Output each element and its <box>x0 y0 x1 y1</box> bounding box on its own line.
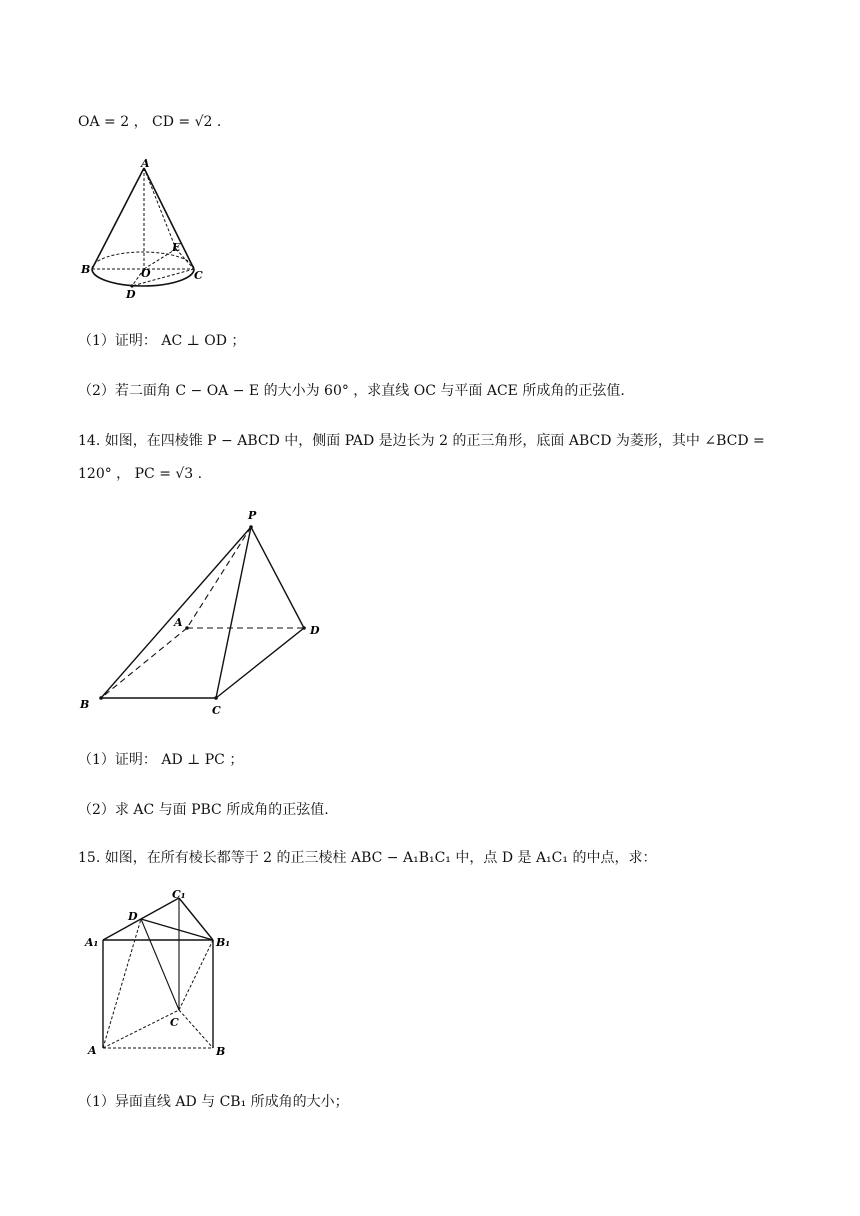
prism-figure <box>82 886 252 1066</box>
edge-DB1 <box>141 919 213 940</box>
p13-question-2: （2）若二面角 C − OA − E 的大小为 60° ，求直线 OC 与平面 ACE 所成角的正弦值. <box>78 383 625 399</box>
p14-statement-line1: 14. 如图，在四棱锥 P − ABCD 中，侧面 PAD 是边长为 2 的正三角形，底面 ABCD 为菱形，其中 ∠BCD = <box>78 433 765 449</box>
pyramid-figure <box>75 505 335 720</box>
point-C <box>214 696 218 700</box>
cone-side-right <box>144 168 194 269</box>
label-B: B <box>80 698 90 711</box>
point-D <box>302 626 306 630</box>
edge-DC <box>141 919 179 1010</box>
p15-question-1: （1）异面直线 AD 与 CB₁ 所成角的大小； <box>78 1094 349 1110</box>
p14-statement-line2: 120° ， PC = √3 . <box>78 466 203 482</box>
label-C: C <box>212 704 221 717</box>
edge-PD <box>251 527 304 628</box>
edge-PC <box>216 527 251 698</box>
label-C: C <box>194 269 203 282</box>
p14-question-2: （2）求 AC 与面 PBC 所成角的正弦值. <box>78 802 329 818</box>
label-B: B <box>81 263 91 276</box>
point-P <box>249 525 253 529</box>
label-A: A <box>174 616 183 629</box>
label-P: P <box>248 509 257 522</box>
p15-statement: 15. 如图，在所有棱长都等于 2 的正三棱柱 ABC − A₁B₁C₁ 中，点 D 是 A₁C₁ 的中点，求： <box>78 850 657 866</box>
point-A <box>185 626 189 630</box>
edge-PA <box>187 527 251 628</box>
label-C1: C₁ <box>172 888 186 901</box>
label-B: B <box>216 1045 226 1058</box>
edge-CB1 <box>179 940 213 1010</box>
edge-C1B1 <box>179 898 213 940</box>
cone-figure <box>78 155 218 305</box>
edge-PB <box>101 527 251 698</box>
label-O: O <box>141 267 151 280</box>
label-B1: B₁ <box>216 936 231 949</box>
p13-given: OA = 2 ， CD = √2 . <box>78 114 222 130</box>
label-D: D <box>126 288 136 301</box>
p13-question-1: （1）证明： AC ⊥ OD ； <box>78 333 246 349</box>
edge-CD <box>216 628 304 698</box>
point-B <box>99 696 103 700</box>
label-A: A <box>88 1044 97 1057</box>
label-A: A <box>141 157 150 170</box>
edge-AD <box>103 919 141 1048</box>
edge-AB <box>101 628 187 698</box>
label-C: C <box>170 1016 179 1029</box>
label-D: D <box>128 910 138 923</box>
label-D: D <box>310 624 320 637</box>
label-A1: A₁ <box>85 936 99 949</box>
cone-segment-AE <box>144 168 176 249</box>
p14-question-1: （1）证明： AD ⊥ PC ； <box>78 752 244 768</box>
label-E: E <box>172 241 181 254</box>
edge-CB <box>179 1010 213 1048</box>
edge-AC <box>103 1010 179 1048</box>
